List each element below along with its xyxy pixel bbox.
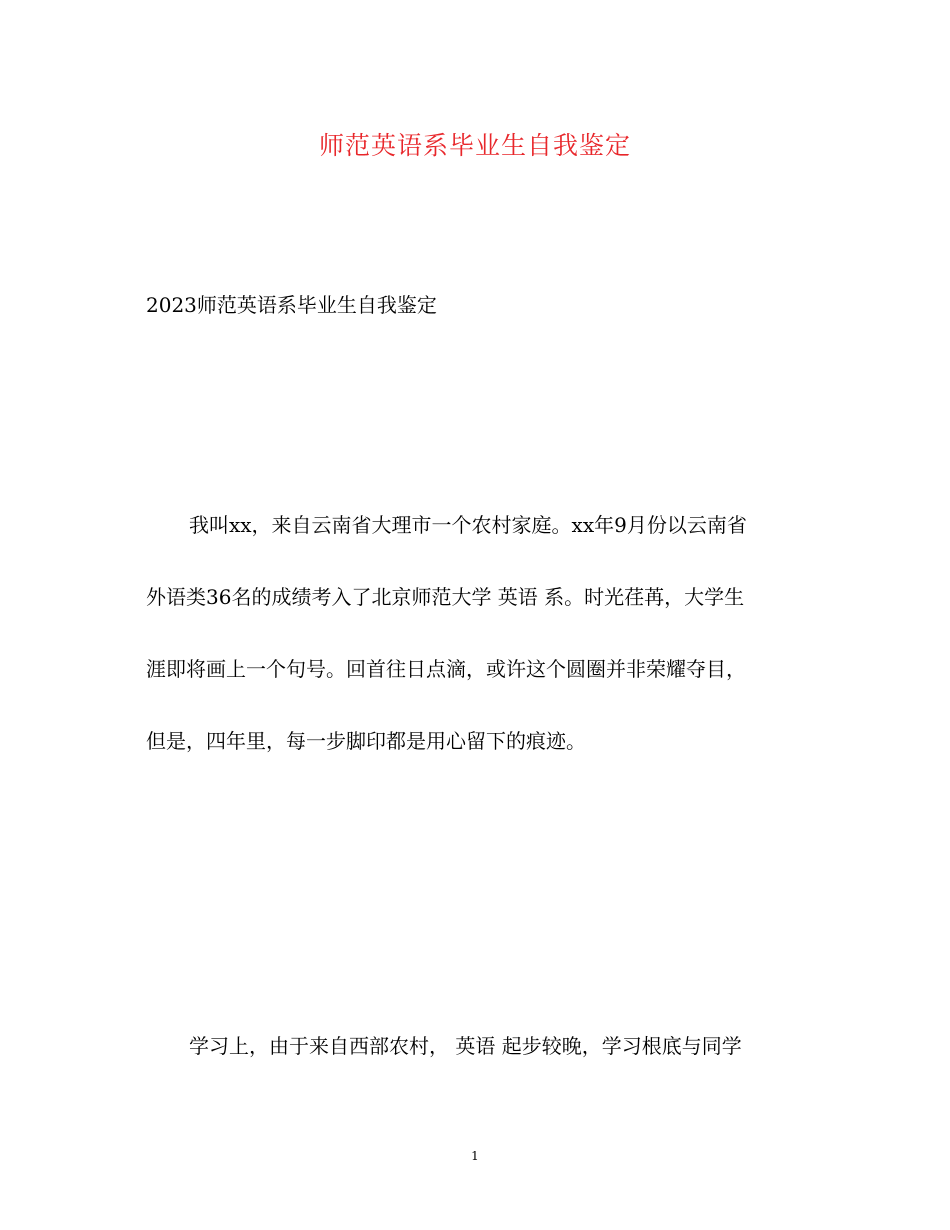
document-subtitle: 2023师范英语系毕业生自我鉴定 [146, 293, 437, 317]
paragraph-line: 但是，四年里，每一步脚印都是用心留下的痕迹。 [146, 729, 586, 753]
page-number: 1 [471, 1149, 479, 1163]
paragraph-line: 外语类36名的成绩考入了北京师范大学 英语 系。时光荏苒，大学生 [146, 585, 745, 609]
paragraph-2 [146, 1010, 811, 1082]
paragraph-line: 我叫xx，来自云南省大理市一个农村家庭。xx年9月份以云南省 [189, 513, 747, 537]
paragraph-line: 涯即将画上一个句号。回首往日点滴，或许这个圆圈并非荣耀夺目， [146, 657, 746, 681]
paragraph-line: 学习上，由于来自西部农村， 英语 起步较晚，学习根底与同学 [189, 1034, 742, 1058]
paragraph-1 [146, 489, 811, 777]
document-title: 师范英语系毕业生自我鉴定 [318, 131, 631, 160]
